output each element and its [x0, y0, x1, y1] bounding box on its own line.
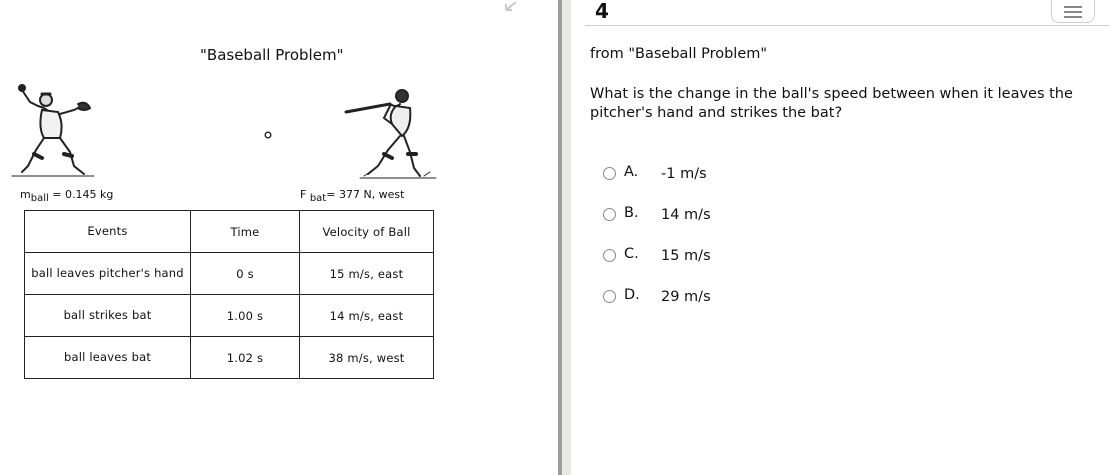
- batter-illustration: [340, 84, 440, 184]
- expand-arrow-icon[interactable]: [503, 0, 519, 12]
- table-header: Time: [191, 211, 300, 253]
- table-cell: 14 m/s, east: [300, 295, 434, 337]
- force-symbol: F: [300, 188, 307, 201]
- choice-letter: D.: [624, 287, 640, 303]
- bat-force-label: [300, 188, 404, 204]
- menu-bar: [1064, 11, 1082, 13]
- menu-bar: [1064, 6, 1082, 8]
- choice-text: 14 m/s: [661, 207, 711, 223]
- choice-text: 29 m/s: [661, 289, 711, 305]
- radio-button[interactable]: [603, 249, 616, 262]
- table-cell: 0 s: [191, 253, 300, 295]
- menu-bar: [1064, 16, 1082, 18]
- radio-button[interactable]: [603, 167, 616, 180]
- table-row: [25, 337, 434, 379]
- choice-text: -1 m/s: [661, 166, 707, 182]
- mass-value: = 0.145 kg: [52, 188, 114, 201]
- table-row: [25, 295, 434, 337]
- ball-mass-label: [20, 188, 113, 204]
- table-cell: 15 m/s, east: [300, 253, 434, 295]
- table-cell: ball leaves pitcher's hand: [25, 253, 191, 295]
- choice-letter: C.: [624, 246, 639, 262]
- table-cell: 38 m/s, west: [300, 337, 434, 379]
- problem-title: "Baseball Problem": [200, 46, 344, 64]
- radio-button[interactable]: [603, 208, 616, 221]
- question-number: 4: [595, 0, 609, 23]
- radio-button[interactable]: [603, 290, 616, 303]
- table-header: Velocity of Ball: [300, 211, 434, 253]
- table-cell: ball leaves bat: [25, 337, 191, 379]
- choice-letter: A.: [624, 164, 639, 180]
- hamburger-menu-icon[interactable]: [1051, 0, 1095, 23]
- table-header-row: [25, 211, 434, 253]
- question-pane: [571, 0, 1110, 475]
- table-cell: ball strikes bat: [25, 295, 191, 337]
- choice-text: 15 m/s: [661, 248, 711, 264]
- mass-symbol: m: [20, 188, 31, 201]
- mass-subscript: ball: [30, 193, 49, 204]
- events-table: [24, 210, 434, 379]
- table-header: Events: [25, 211, 191, 253]
- force-value: = 377 N, west: [326, 188, 405, 201]
- pane-divider-shadow: [562, 0, 571, 475]
- choice-letter: B.: [624, 205, 639, 221]
- question-prompt: What is the change in the ball's speed between when it leaves the pitcher's hand and strikes the bat?: [590, 86, 1073, 121]
- table-cell: 1.00 s: [191, 295, 300, 337]
- table-row: [25, 253, 434, 295]
- force-subscript: bat: [309, 193, 327, 204]
- baseball-icon: [264, 131, 272, 139]
- table-cell: 1.02 s: [191, 337, 300, 379]
- pitcher-illustration: [8, 80, 98, 180]
- header-divider: [585, 25, 1110, 26]
- question-source: from "Baseball Problem": [590, 46, 768, 62]
